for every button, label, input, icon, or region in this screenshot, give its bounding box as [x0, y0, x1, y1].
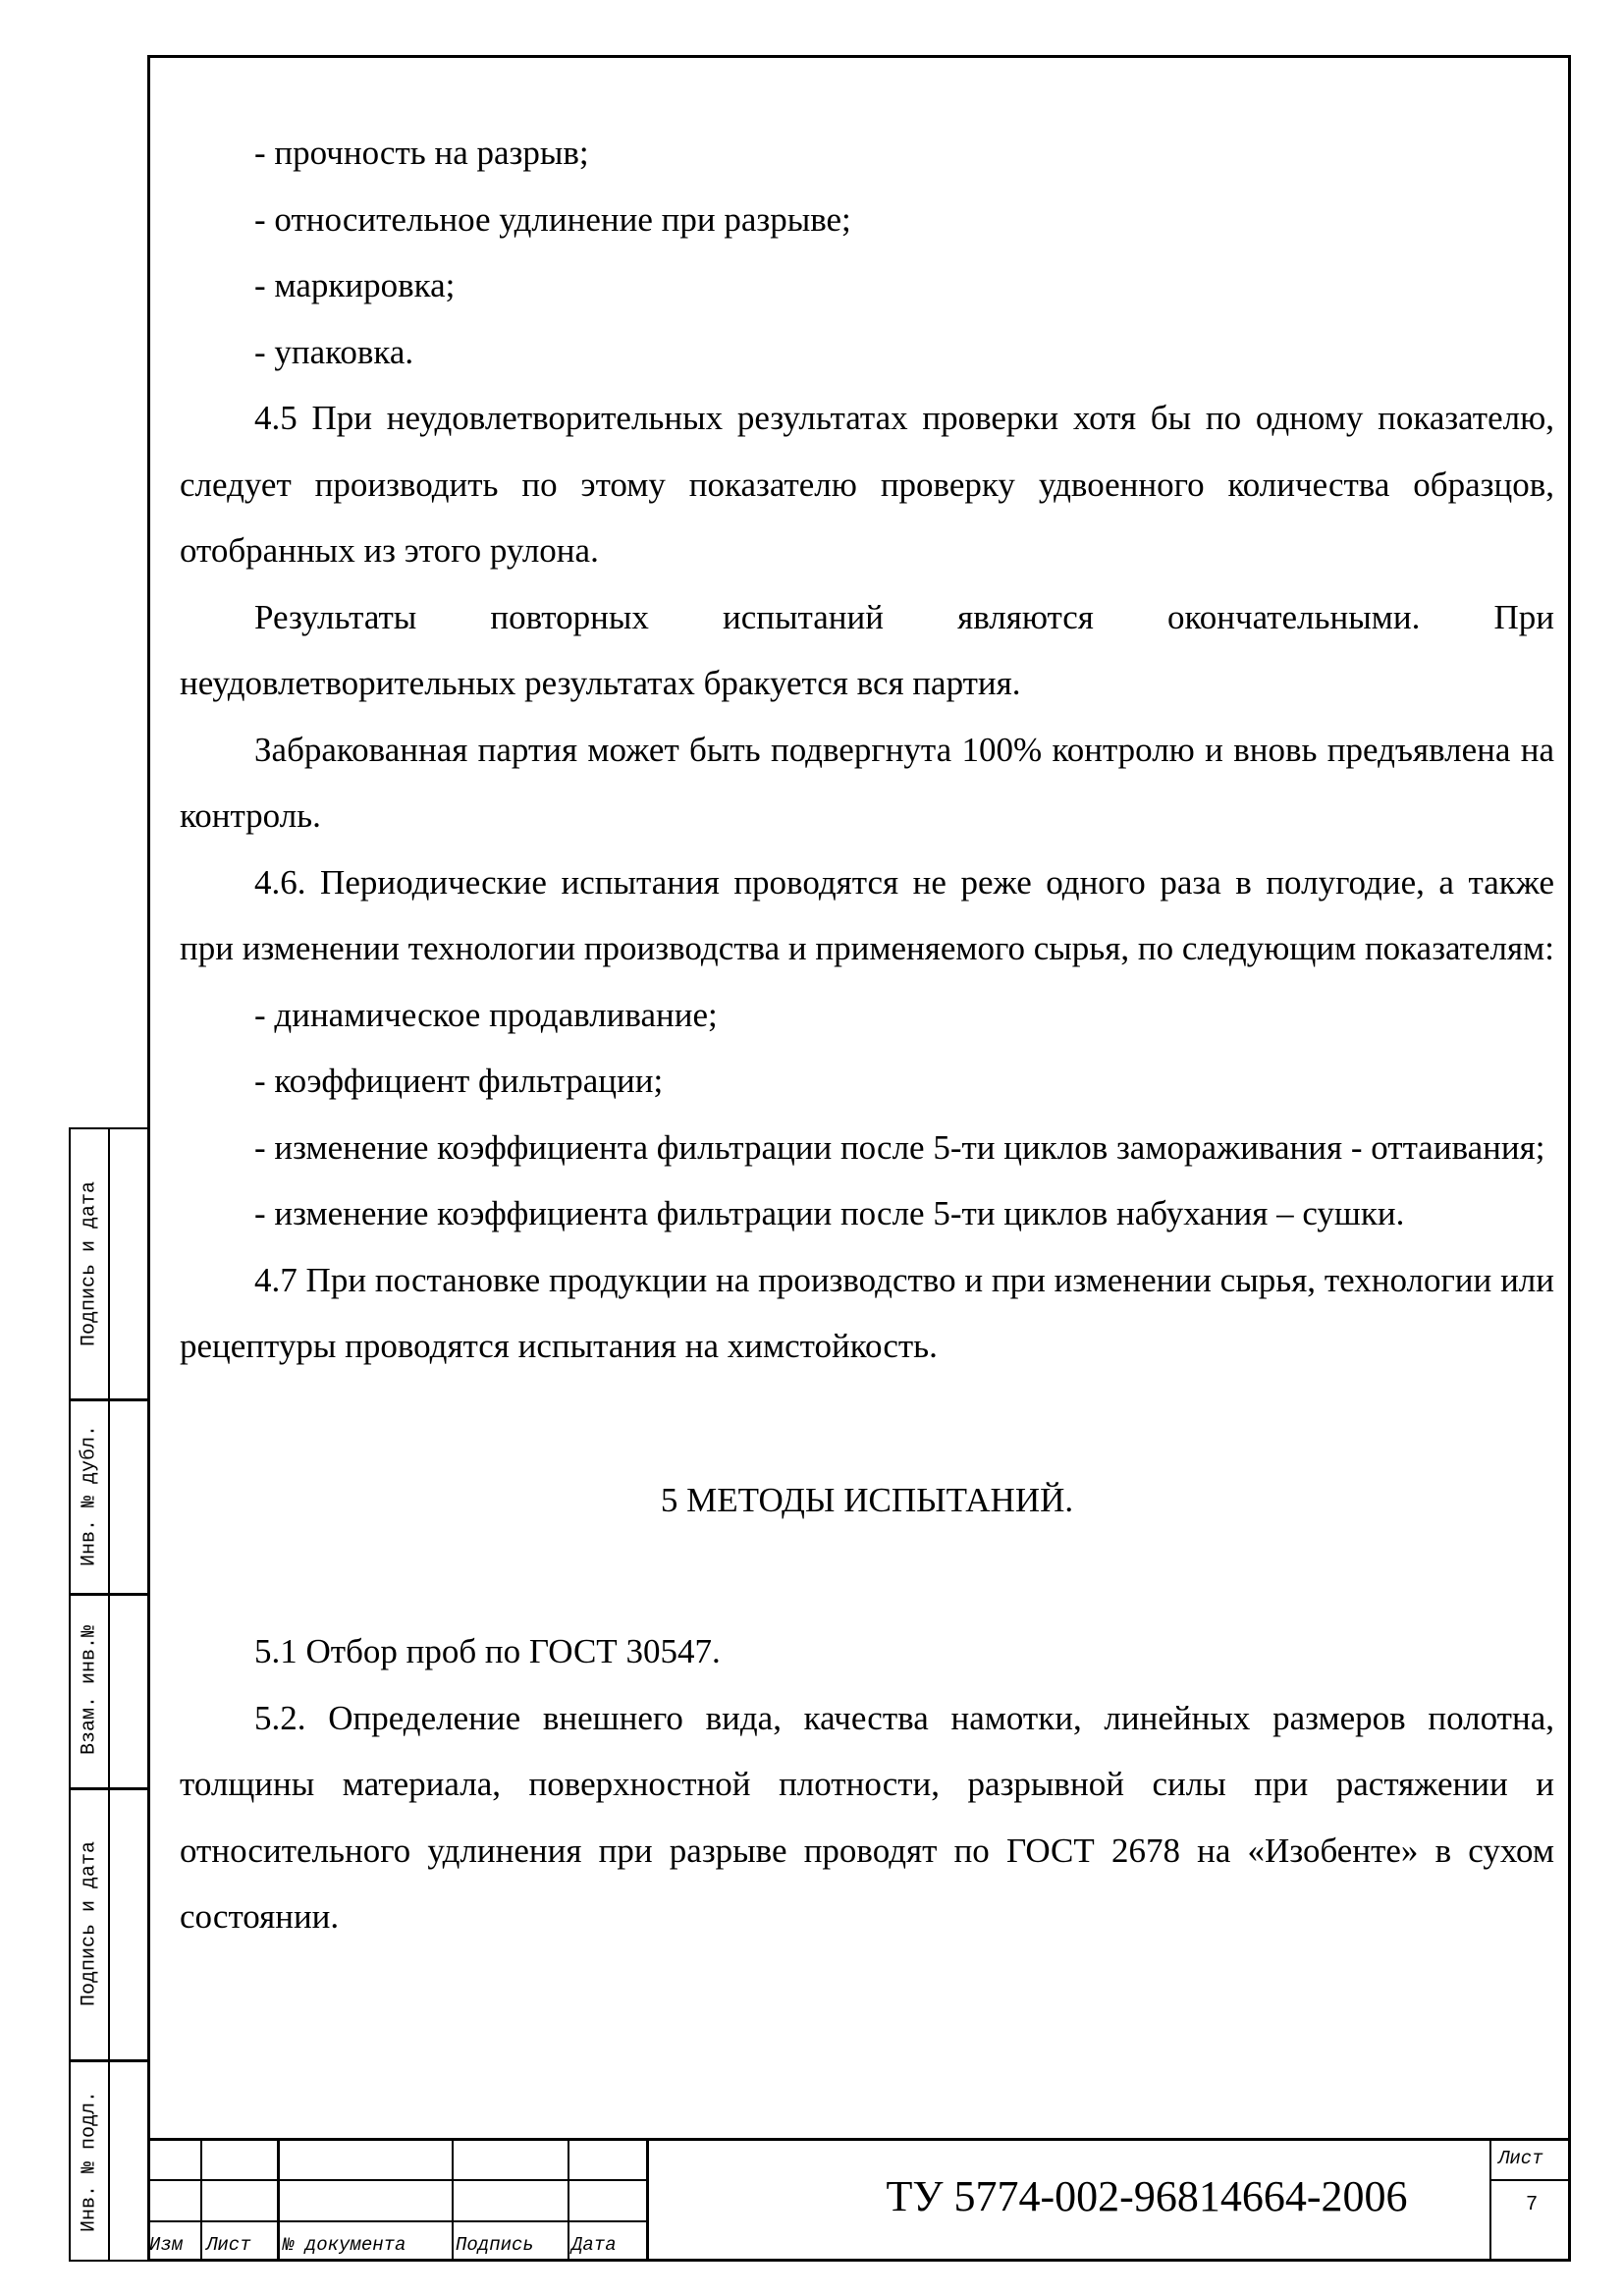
document-number: ТУ 5774-002-96814664-2006 [886, 2172, 1408, 2220]
strip-cell-dup-inv: Инв. № дубл. [78, 1424, 101, 1567]
list-item: - изменение коэффициента фильтрации после 5-ти циклов набухания – сушки. [254, 1194, 1405, 1232]
sheet-number: 7 [1526, 2193, 1538, 2214]
strip-cell-sign-date: Подпись и дата [78, 1180, 101, 1347]
list-item: - изменение коэффициента фильтрации после 5-ти циклов замораживания - оттаивания; [254, 1127, 1545, 1167]
paragraph: 4.6. Периодические испытания проводятся не реже одного раза в полугодие, а также при изменении технологии производства и применяемого сырья, по следующим показателям: [180, 862, 1554, 967]
section-heading: 5 МЕТОДЫ ИСПЫТАНИЙ. [660, 1480, 1074, 1519]
col-sign: Подпись [456, 2234, 534, 2256]
paragraph: 4.5 При неудовлетворительных результатах проверки хотя бы по одному показателю, следует производить по этому показателю проверку удвоенного количества образцов, отобранных из этого рулона. [180, 399, 1554, 570]
strip-cell-orig-inv: Инв. № подл. [78, 2090, 101, 2233]
strip-cell-sign-date-2: Подпись и дата [78, 1840, 101, 2006]
title-block [147, 2138, 1571, 2262]
col-date: Дата [571, 2234, 617, 2256]
list-item: - упаковка. [254, 332, 414, 371]
paragraph: 4.7 При постановке продукции на производство и при изменении сырья, технологии или рецептуры проводятся испытания на химстойкость. [180, 1260, 1554, 1365]
sheet-label: Лист [1498, 2148, 1543, 2169]
col-izm: Изм [149, 2234, 184, 2256]
paragraph: 5.1 Отбор проб по ГОСТ 30547. [254, 1632, 721, 1670]
document-body [180, 120, 1554, 1950]
col-list: Лист [206, 2234, 251, 2256]
paragraph: Забракованная партия может быть подвергнута 100% контролю и вновь предъявлена на контроль. [180, 730, 1554, 835]
binding-strip [69, 1127, 147, 2262]
list-item: - относительное удлинение при разрыве; [254, 199, 851, 239]
list-item: - коэффициент фильтрации; [254, 1062, 664, 1100]
paragraph: 5.2. Определение внешнего вида, качества намотки, линейных размеров полотна, толщины материала, поверхностной плотности, разрывной силы при растяжении и относительного удлинения при разрыве проводят по ГОСТ 2678 на «Изобенте» в сухом состоянии. [180, 1698, 1554, 1936]
paragraph: Результаты повторных испытаний являются окончательными. При неудовлетворительных результатах бракуется вся партия. [180, 597, 1554, 702]
list-item: - маркировка; [254, 266, 456, 304]
strip-cell-replace-inv: Взам. инв.№ [78, 1624, 101, 1756]
list-item: - динамическое продавливание; [254, 995, 718, 1034]
col-doc: № документа [283, 2234, 406, 2256]
list-item: - прочность на разрыв; [254, 134, 589, 172]
